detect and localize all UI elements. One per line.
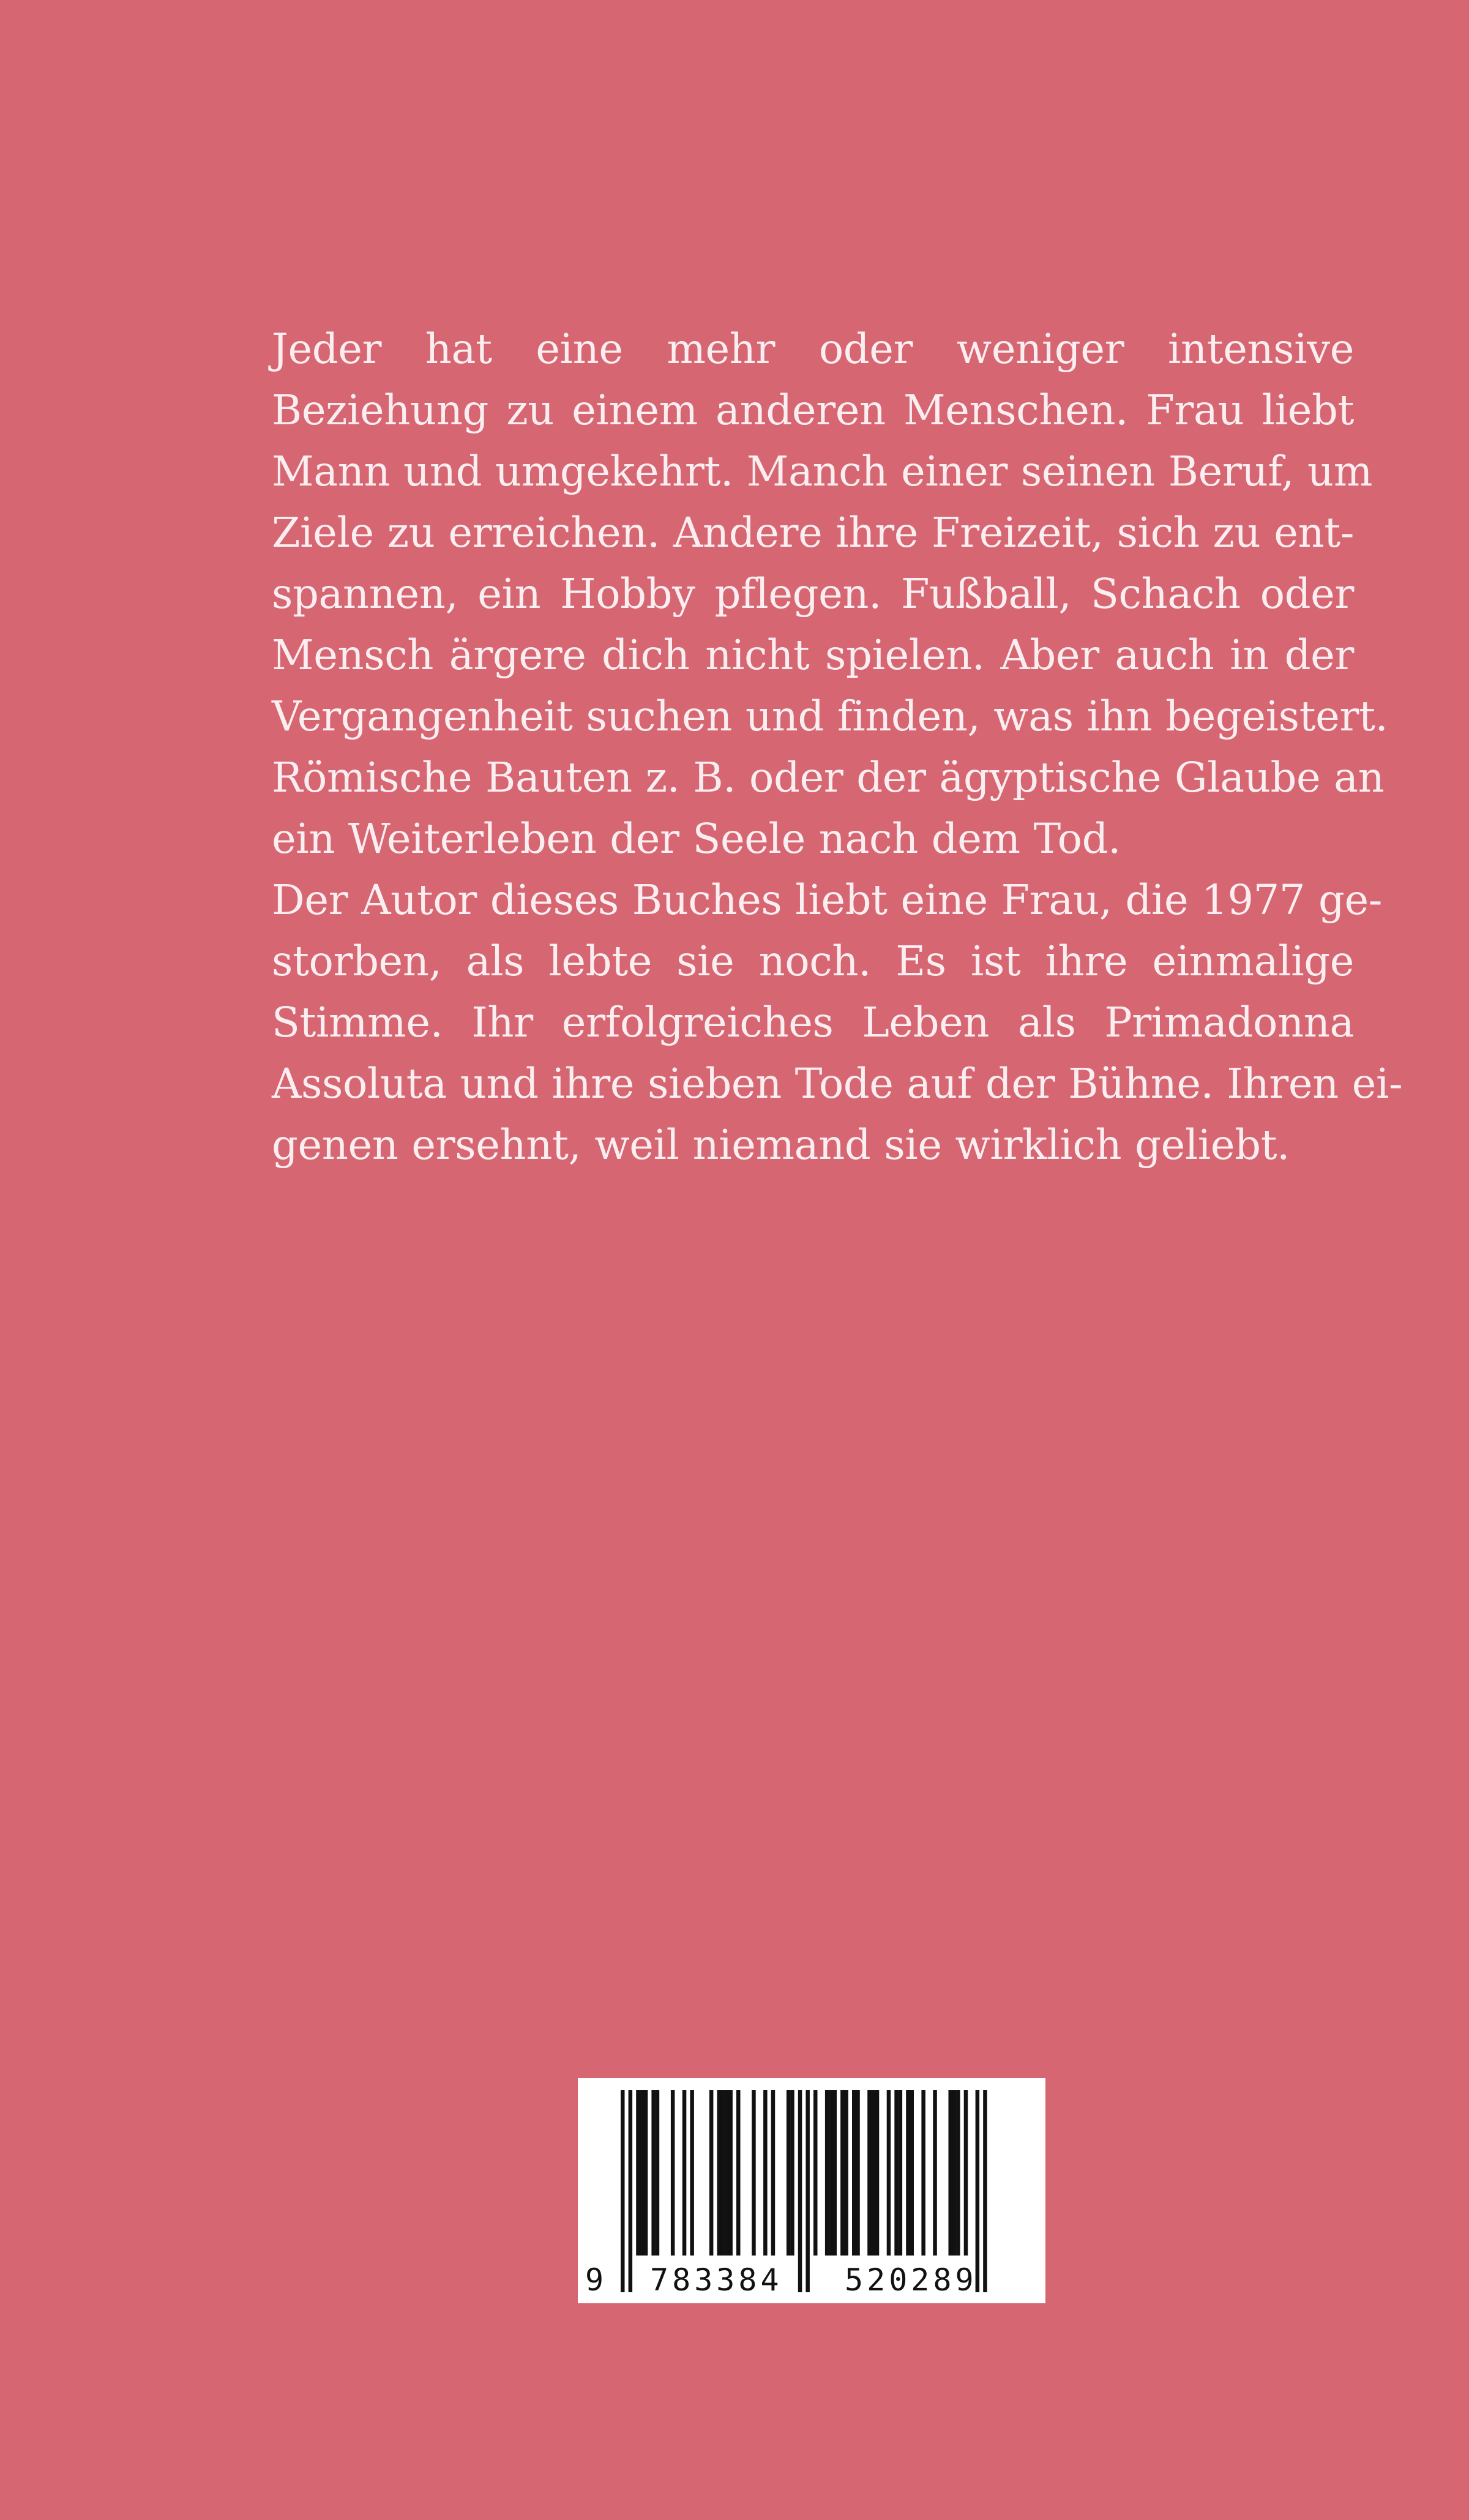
blurb-line: Jeder hat eine mehr oder weniger intensive xyxy=(272,325,1354,373)
barcode-bar xyxy=(651,2090,656,2256)
blurb-line: spannen, ein Hobby pflegen. Fußball, Schach oder xyxy=(272,570,1354,618)
blurb-line: Beziehung zu einem anderen Menschen. Frau liebt xyxy=(272,386,1354,434)
barcode-bar xyxy=(656,2090,660,2256)
barcode-bar xyxy=(787,2090,791,2256)
blurb-line: Römische Bauten z. B. oder der ägyptische Glaube an xyxy=(272,754,1385,801)
barcode-bar xyxy=(790,2090,794,2256)
blurb-line: Mensch ärgere dich nicht spielen. Aber auch in der xyxy=(272,631,1354,679)
barcode-bar xyxy=(763,2090,768,2256)
barcode-bar xyxy=(636,2090,640,2256)
blurb-line: Vergangenheit suchen und finden, was ihn begeistert. xyxy=(272,692,1388,740)
barcode-bar xyxy=(644,2090,648,2256)
barcode-bar xyxy=(771,2090,776,2256)
blurb-line: genen ersehnt, weil niemand sie wirklich geliebt. xyxy=(272,1121,1290,1169)
blurb-line: storben, als lebte sie noch. Es ist ihre einmalige xyxy=(272,937,1354,985)
blurb-line: Der Autor dieses Buches liebt eine Frau, die 1977 ge- xyxy=(272,876,1382,924)
barcode-bar xyxy=(709,2090,714,2256)
barcode-bar xyxy=(872,2090,876,2256)
barcode-bar xyxy=(894,2090,899,2256)
barcode-bar xyxy=(728,2090,733,2256)
barcode-bar xyxy=(690,2090,694,2256)
barcode-bar xyxy=(856,2090,860,2256)
barcode-bar xyxy=(813,2090,818,2256)
barcode-bar xyxy=(833,2090,837,2256)
barcode-bar xyxy=(844,2090,848,2256)
barcode-bar xyxy=(956,2090,960,2256)
barcode-lead-digit: 9 xyxy=(585,2262,604,2298)
barcode-bar xyxy=(717,2090,722,2256)
blurb-line: Assoluta und ihre sieben Tode auf der Bühne. Ihren ei- xyxy=(272,1060,1403,1108)
isbn-barcode xyxy=(578,2078,1045,2303)
blurb-text xyxy=(272,318,1403,1176)
barcode-bar xyxy=(640,2090,645,2256)
barcode-bar xyxy=(852,2090,856,2256)
barcode-digits xyxy=(578,2262,1045,2298)
barcode-bar xyxy=(825,2090,829,2256)
barcode-bar xyxy=(829,2090,833,2256)
barcode-bar xyxy=(899,2090,903,2256)
barcode-bar xyxy=(910,2090,914,2256)
blurb-line: Mann und umgekehrt. Manch einer seinen Beruf, um xyxy=(272,448,1372,495)
barcode-bar xyxy=(752,2090,756,2256)
barcode-bar xyxy=(671,2090,675,2256)
barcode-bar xyxy=(964,2090,968,2256)
barcode-bar xyxy=(906,2090,910,2256)
barcode-bar xyxy=(840,2090,845,2256)
barcode-bar xyxy=(867,2090,872,2256)
barcode-right-group: 520289 xyxy=(845,2262,977,2298)
barcode-bar xyxy=(682,2090,687,2256)
barcode-bar xyxy=(736,2090,741,2256)
barcode-left-group: 783384 xyxy=(650,2262,783,2298)
blurb-line: ein Weiterleben der Seele nach dem Tod. xyxy=(272,815,1121,863)
barcode-bar xyxy=(952,2090,957,2256)
barcode-bar xyxy=(921,2090,925,2256)
barcode-bar xyxy=(949,2090,953,2256)
blurb-line: Ziele zu erreichen. Andere ihre Freizeit, sich zu ent- xyxy=(272,509,1354,557)
blurb-line: Stimme. Ihr erfolgreiches Leben als Primadonna xyxy=(272,999,1354,1046)
barcode-bar xyxy=(875,2090,880,2256)
barcode-bar xyxy=(725,2090,729,2256)
barcode-bar xyxy=(933,2090,937,2256)
barcode-bar xyxy=(721,2090,725,2256)
barcode-bar xyxy=(887,2090,891,2256)
